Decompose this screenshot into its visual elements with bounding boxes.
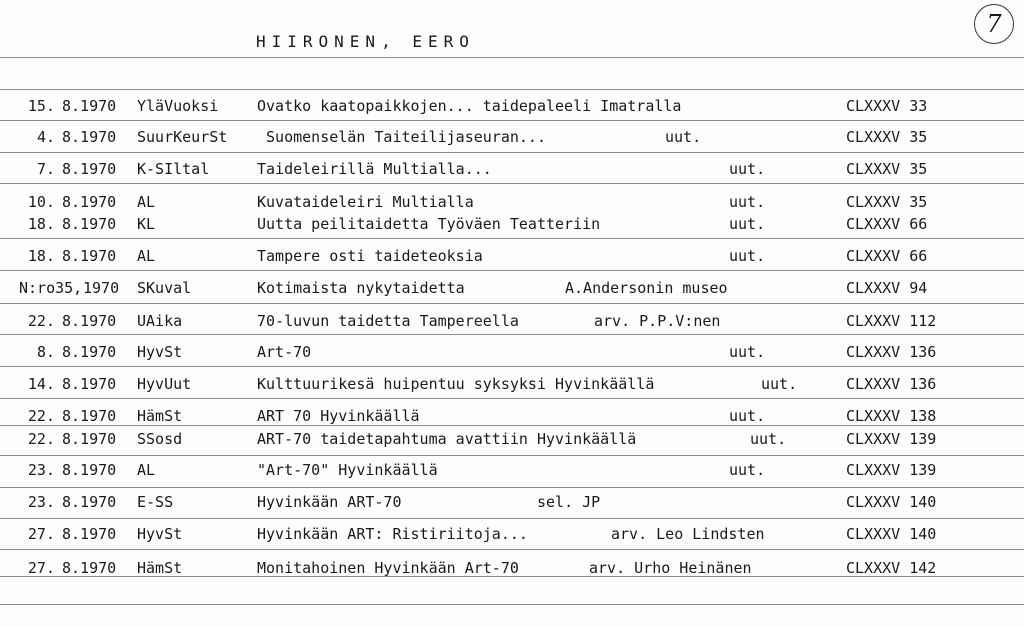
entry-date: 8.1970: [62, 160, 117, 178]
table-row: [0, 310, 1024, 332]
ruled-line: [0, 455, 1024, 456]
table-row: [0, 277, 1024, 299]
entry-note: uut.: [665, 128, 702, 146]
table-row: [0, 405, 1024, 427]
entry-reference: CLXXXV 136: [846, 375, 937, 393]
entry-title: Monitahoinen Hyvinkään Art-70: [257, 559, 519, 577]
entry-source: HyvUut: [137, 375, 192, 393]
entry-day: 23.: [27, 493, 55, 511]
entry-reference: CLXXXV 35: [846, 128, 928, 146]
entry-day: 27.: [27, 525, 55, 543]
ruled-line: [0, 518, 1024, 519]
header-rule-2: [0, 89, 1024, 90]
entry-source: HyvSt: [137, 525, 183, 543]
entry-date: 8.1970: [62, 215, 117, 233]
entry-date: 8.1970: [62, 312, 117, 330]
entry-source: YläVuoksi: [137, 97, 219, 115]
entry-reference: CLXXXV 35: [846, 193, 928, 211]
entry-source: KL: [137, 215, 156, 233]
ruled-line: [0, 487, 1024, 488]
entry-reference: CLXXXV 142: [846, 559, 937, 577]
ruled-line: [0, 120, 1024, 121]
entry-reference: CLXXXV 140: [846, 525, 937, 543]
table-row: [0, 491, 1024, 513]
entry-day: 18.: [27, 215, 55, 233]
entry-note: arv. P.P.V:nen: [594, 312, 721, 330]
entry-note: uut.: [750, 430, 787, 448]
entry-day: 15.: [27, 97, 55, 115]
entry-day: 22.: [27, 407, 55, 425]
entry-source: AL: [137, 247, 156, 265]
entry-date: 8.1970: [62, 247, 117, 265]
table-row: [0, 95, 1024, 117]
entry-date: 8.1970: [62, 461, 117, 479]
entry-note: uut.: [729, 193, 766, 211]
header-rule: [0, 57, 1024, 58]
table-row: [0, 523, 1024, 545]
entry-note: uut.: [729, 461, 766, 479]
entry-reference: CLXXXV 94: [846, 279, 928, 297]
entry-title: Kulttuurikesä huipentuu syksyksi Hyvinkäällä: [257, 375, 655, 393]
table-row: [0, 213, 1024, 235]
entry-day: 27.: [27, 559, 55, 577]
entry-day: 4.: [36, 128, 55, 146]
entry-note: uut.: [729, 160, 766, 178]
table-row: [0, 341, 1024, 363]
table-row: [0, 158, 1024, 180]
entry-source: UAika: [137, 312, 183, 330]
entry-source: E-SS: [137, 493, 174, 511]
entry-date: 8.1970: [62, 343, 117, 361]
page-number-stamp: 7: [974, 4, 1014, 44]
entry-title: Suomenselän Taiteilijaseuran...: [257, 128, 546, 146]
entry-title: Uutta peilitaidetta Työväen Teatteriin: [257, 215, 601, 233]
entry-date: 8.1970: [62, 193, 117, 211]
table-row: [0, 245, 1024, 267]
issue-number: N:ro35,: [19, 279, 83, 297]
entry-day: 23.: [27, 461, 55, 479]
entry-date: 8.1970: [62, 407, 117, 425]
entry-reference: CLXXXV 66: [846, 215, 928, 233]
entry-title: Kuvataideleiri Multialla: [257, 193, 474, 211]
entry-source: SuurKeurSt: [137, 128, 228, 146]
ruled-line: [0, 238, 1024, 239]
entry-note: A.Andersonin museo: [565, 279, 728, 297]
entry-note: arv. Urho Heinänen: [589, 559, 752, 577]
entry-date: 8.1970: [62, 525, 117, 543]
entry-source: HämSt: [137, 559, 183, 577]
entry-date: 8.1970: [62, 493, 117, 511]
entry-reference: CLXXXV 136: [846, 343, 937, 361]
entry-day: 10.: [27, 193, 55, 211]
entry-note: sel. JP: [537, 493, 601, 511]
ruled-line: [0, 183, 1024, 184]
table-row: [0, 459, 1024, 481]
entry-source: SSosd: [137, 430, 183, 448]
entry-reference: CLXXXV 139: [846, 461, 937, 479]
entry-title: 70-luvun taidetta Tampereella: [257, 312, 519, 330]
card-title: HIIRONEN, EERO: [256, 32, 475, 51]
entry-reference: CLXXXV 66: [846, 247, 928, 265]
ruled-line: [0, 604, 1024, 605]
entry-title: Ovatko kaatopaikkojen... taidepaleeli Imatralla: [257, 97, 682, 115]
entry-title: Taideleirillä Multialla...: [257, 160, 492, 178]
entry-date: 8.1970: [62, 430, 117, 448]
entry-title: Art-70: [257, 343, 312, 361]
entry-day: 14.: [27, 375, 55, 393]
entry-date: 1970: [83, 279, 120, 297]
entry-date: 8.1970: [62, 128, 117, 146]
entry-title: ART 70 Hyvinkäällä: [257, 407, 420, 425]
entry-reference: CLXXXV 139: [846, 430, 937, 448]
entry-reference: CLXXXV 35: [846, 160, 928, 178]
entry-note: uut.: [761, 375, 798, 393]
entry-title: "Art-70" Hyvinkäällä: [257, 461, 438, 479]
ruled-line: [0, 366, 1024, 367]
table-row: [0, 126, 1024, 148]
entry-day: 7.: [36, 160, 55, 178]
entry-note: uut.: [729, 407, 766, 425]
table-row: [0, 557, 1024, 579]
entry-note: arv. Leo Lindsten: [611, 525, 765, 543]
entry-day: 22.: [27, 312, 55, 330]
entry-source: SKuval: [137, 279, 192, 297]
entry-title: ART-70 taidetapahtuma avattiin Hyvinkäällä: [257, 430, 637, 448]
entry-title: Hyvinkään ART: Ristiriitoja...: [257, 525, 528, 543]
entry-reference: CLXXXV 112: [846, 312, 937, 330]
table-row: [0, 191, 1024, 213]
entry-reference: CLXXXV 33: [846, 97, 928, 115]
entry-day: 22.: [27, 430, 55, 448]
entry-date: 8.1970: [62, 559, 117, 577]
entry-date: 8.1970: [62, 97, 117, 115]
entry-reference: CLXXXV 140: [846, 493, 937, 511]
ruled-line: [0, 398, 1024, 399]
entry-note: uut.: [729, 215, 766, 233]
entry-note: uut.: [729, 343, 766, 361]
ruled-line: [0, 303, 1024, 304]
entry-date: 8.1970: [62, 375, 117, 393]
entry-title: Hyvinkään ART-70: [257, 493, 402, 511]
entry-note: uut.: [729, 247, 766, 265]
ruled-line: [0, 152, 1024, 153]
entry-source: HyvSt: [137, 343, 183, 361]
entry-source: AL: [137, 461, 156, 479]
entry-source: AL: [137, 193, 156, 211]
table-row: [0, 428, 1024, 450]
entry-day: 18.: [27, 247, 55, 265]
ruled-line: [0, 334, 1024, 335]
entry-title: Kotimaista nykytaidetta: [257, 279, 465, 297]
entry-source: HämSt: [137, 407, 183, 425]
table-row: [0, 373, 1024, 395]
ruled-line: [0, 549, 1024, 550]
entry-source: K-SIltal: [137, 160, 210, 178]
ruled-line: [0, 270, 1024, 271]
entry-reference: CLXXXV 138: [846, 407, 937, 425]
entry-day: 8.: [36, 343, 55, 361]
entry-title: Tampere osti taideteoksia: [257, 247, 483, 265]
